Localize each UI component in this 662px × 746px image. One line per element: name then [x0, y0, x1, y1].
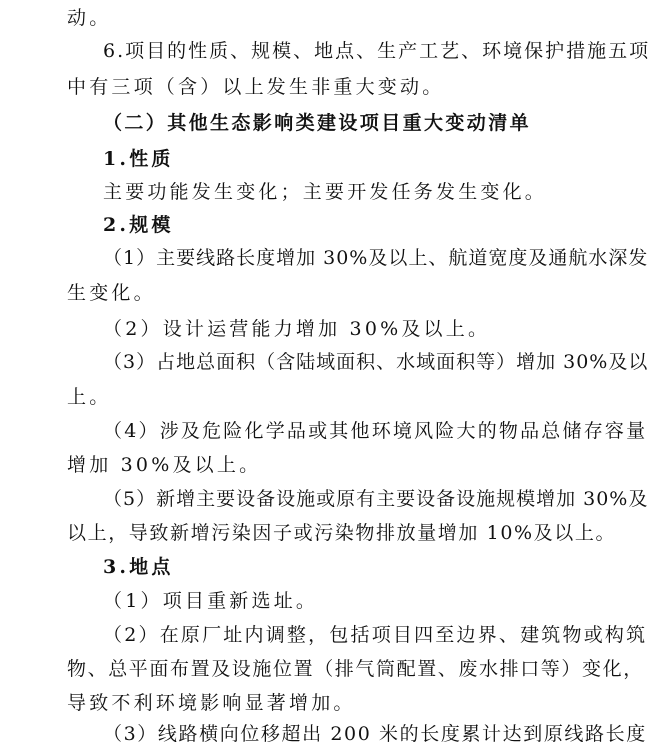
- text-line: 生变化。: [67, 282, 156, 304]
- text-line: （1）项目重新选址。: [103, 590, 319, 612]
- text-line: （3）线路横向位移超出 200 米的长度累计达到原线路长度: [103, 723, 647, 745]
- text-line: 主要功能发生变化；主要开发任务发生变化。: [103, 181, 548, 203]
- text-line: 中有三项（含）以上发生非重大变动。: [67, 76, 445, 98]
- text-line: 增加 30%及以上。: [67, 454, 262, 476]
- subsection-heading: 2.规模: [103, 214, 174, 236]
- text-line: 物、总平面布置及设施位置（排气筒配置、废水排口等）变化，: [67, 658, 644, 680]
- text-line: 动。: [67, 7, 112, 29]
- text-line: （5）新增主要设备设施或原有主要设备设施规模增加 30%及: [103, 488, 649, 510]
- text-line: 上。: [67, 386, 112, 408]
- text-line: （4）涉及危险化学品或其他环境风险大的物品总储存容量: [103, 420, 648, 442]
- text-line: （3）占地总面积（含陆域面积、水域面积等）增加 30%及以: [103, 351, 649, 373]
- subsection-heading: 1.性质: [103, 148, 174, 170]
- text-line: 6.项目的性质、规模、地点、生产工艺、环境保护措施五项: [103, 40, 651, 62]
- text-line: （1）主要线路长度增加 30%及以上、航道宽度及通航水深发: [103, 247, 649, 269]
- subsection-heading: 3.地点: [103, 556, 174, 578]
- text-line: （2）在原厂址内调整，包括项目四至边界、建筑物或构筑: [103, 624, 648, 646]
- text-line: 以上，导致新增污染因子或污染物排放量增加 10%及以上。: [67, 522, 617, 544]
- text-line: 导致不利环境影响显著增加。: [67, 692, 356, 714]
- section-heading: （二）其他生态影响类建设项目重大变动清单: [103, 112, 532, 134]
- text-line: （2）设计运营能力增加 30%及以上。: [103, 318, 491, 340]
